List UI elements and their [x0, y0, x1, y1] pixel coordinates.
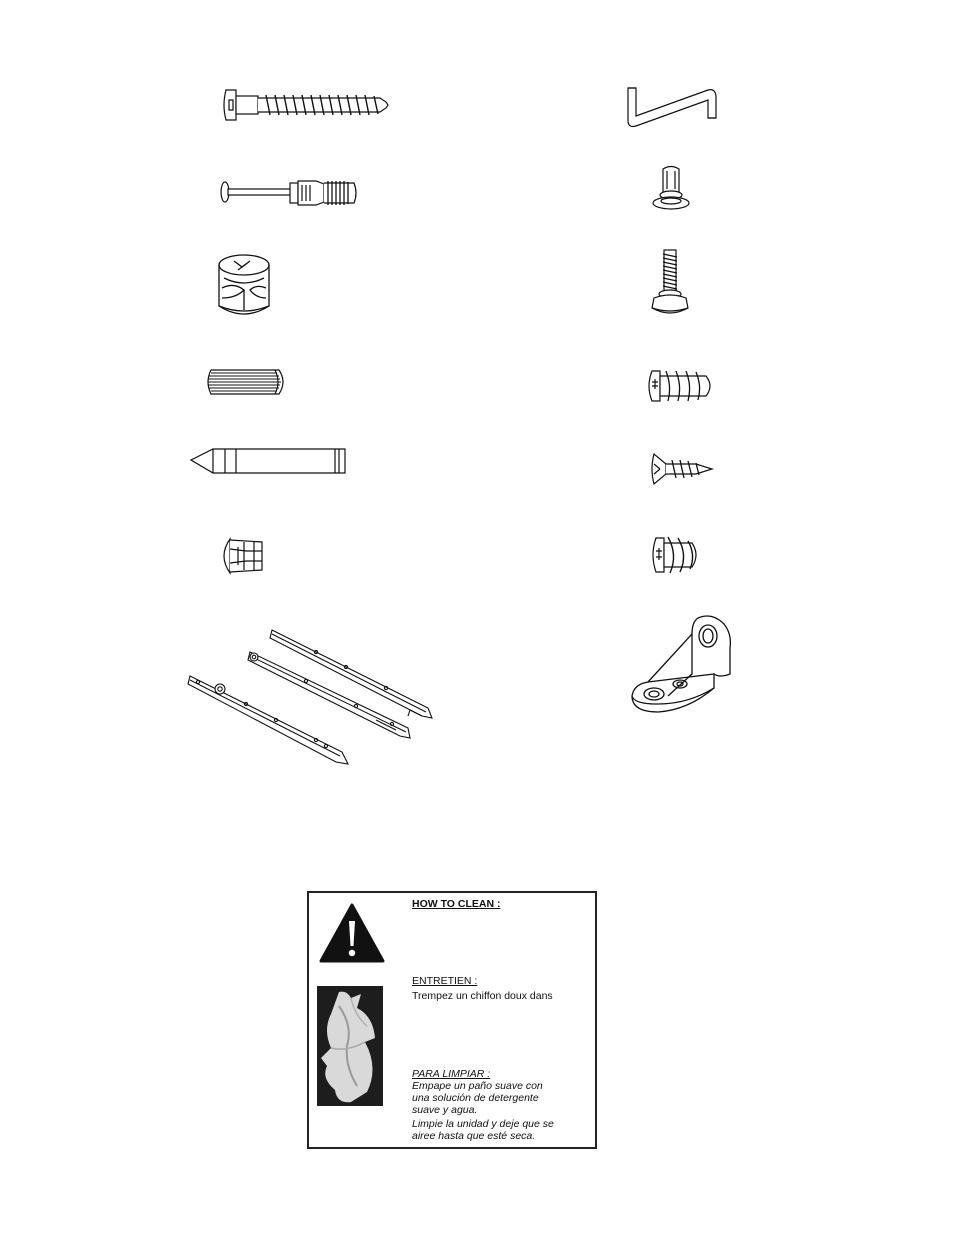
connector-bolt-icon: [218, 175, 360, 211]
plastic-plug-icon: [216, 537, 266, 575]
wood-screw-icon: [650, 452, 716, 486]
warning-triangle-icon: [319, 903, 385, 968]
drawer-slides-icon: [186, 628, 442, 768]
how-to-clean-heading: HOW TO CLEAN :: [412, 898, 501, 910]
cleaning-instructions-box: [307, 891, 597, 1149]
cam-bolt-icon: [222, 86, 392, 124]
allen-key-icon: [624, 82, 724, 132]
para-limpiar-heading: PARA LIMPIAR :: [412, 1068, 491, 1080]
cloth-image: [317, 986, 383, 1106]
cam-lock-icon: [216, 252, 272, 318]
entretien-text: Trempez un chiffon doux dans: [412, 990, 553, 1002]
touch-up-marker-icon: [189, 446, 349, 476]
wood-dowel-icon: [205, 367, 287, 397]
leveler-foot-icon: [648, 248, 696, 318]
corner-bracket-icon: [628, 614, 736, 716]
entretien-heading: ENTRETIEN :: [412, 975, 478, 987]
euro-screw-icon: [646, 368, 716, 404]
para-limpiar-line-5: airee hasta que esté seca.: [412, 1130, 536, 1142]
para-limpiar-line-1: Empape un paño suave con: [412, 1080, 543, 1092]
wall-anchor-icon: [650, 535, 702, 575]
para-limpiar-line-2: una solución de detergente: [412, 1092, 539, 1104]
shelf-pin-icon: [650, 165, 692, 213]
para-limpiar-line-3: suave y agua.: [412, 1104, 478, 1116]
para-limpiar-line-4: Limpie la unidad y deje que se: [412, 1118, 554, 1130]
